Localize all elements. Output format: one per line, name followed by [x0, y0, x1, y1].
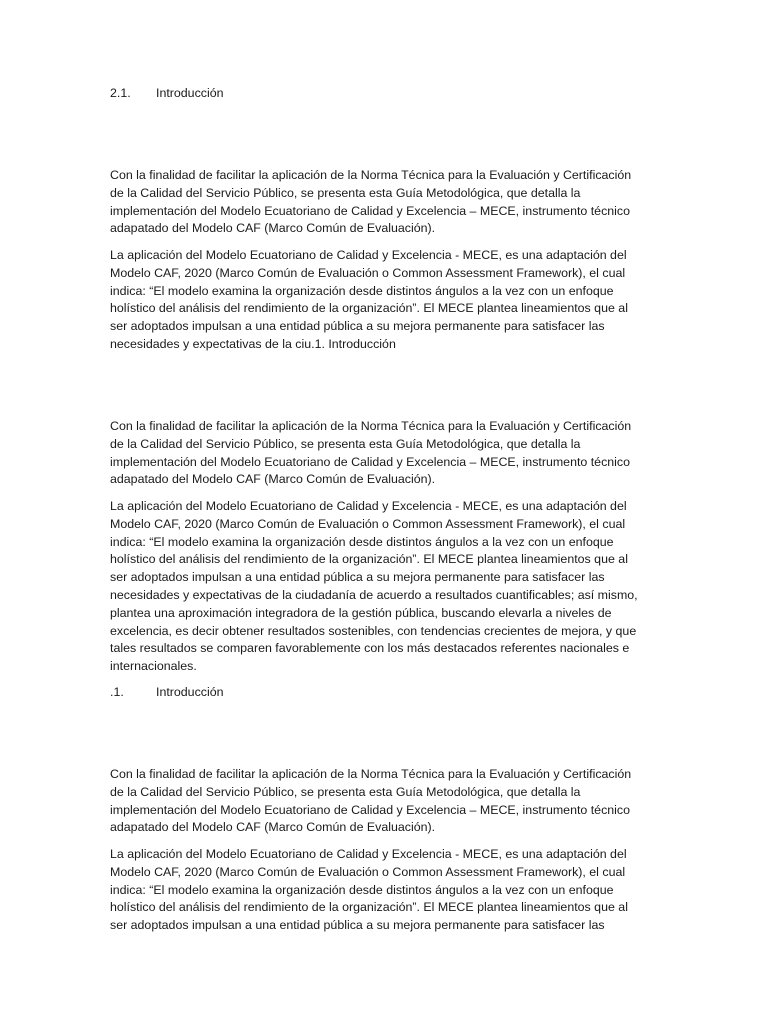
paragraph-line: de la Calidad del Servicio Público, se presenta esta Guía Metodológica, que detalla la [110, 185, 581, 200]
paragraph-line: ser adoptados impulsan a una entidad pública a su mejora permanente para satisfacer las [110, 570, 605, 585]
paragraph-line: Modelo CAF, 2020 (Marco Común de Evaluación o Common Assessment Framework), el cual [110, 516, 626, 531]
heading-title: Introducción [156, 685, 224, 699]
paragraph-line: implementación del Modelo Ecuatoriano de Calidad y Excelencia – MECE, instrumento técnico [110, 454, 630, 469]
paragraph-line: La aplicación del Modelo Ecuatoriano de Calidad y Excelencia - MECE, es una adaptación del [110, 847, 627, 861]
heading-title: Introducción [156, 86, 224, 100]
paragraph-line: necesidades y expectativas de la ciudadanía de acuerdo a resultados cuantificables; así mismo, [110, 587, 638, 602]
paragraph-line: La aplicación del Modelo Ecuatoriano de Calidad y Excelencia - MECE, es una adaptación del [110, 499, 627, 513]
section-heading [110, 85, 662, 103]
paragraph [110, 846, 662, 935]
paragraph-line: Con la finalidad de facilitar la aplicación de la Norma Técnica para la Evaluación y Certificación [110, 168, 632, 182]
paragraph [110, 766, 662, 837]
paragraph-line: implementación del Modelo Ecuatoriano de Calidad y Excelencia – MECE, instrumento técnico [110, 203, 630, 218]
paragraph-line: La aplicación del Modelo Ecuatoriano de Calidad y Excelencia - MECE, es una adaptación del [110, 248, 627, 262]
paragraph-line: Modelo CAF, 2020 (Marco Común de Evaluación o Common Assessment Framework), el cual [110, 864, 626, 879]
paragraph-line: adapatado del Modelo CAF (Marco Común de Evaluación). [110, 820, 436, 835]
paragraph-line: implementación del Modelo Ecuatoriano de Calidad y Excelencia – MECE, instrumento técnico [110, 802, 630, 817]
paragraph-line: Con la finalidad de facilitar la aplicación de la Norma Técnica para la Evaluación y Certificación [110, 767, 632, 781]
paragraph-line: indica: “El modelo examina la organización desde distintos ángulos a la vez con un enfoque [110, 882, 614, 897]
paragraph-line: Modelo CAF, 2020 (Marco Común de Evaluación o Common Assessment Framework), el cual [110, 265, 626, 280]
paragraph-line: excelencia, es decir obtener resultados sostenibles, con tendencias crecientes de mejora, y que [110, 623, 637, 638]
heading-number: 2.1. [110, 86, 131, 100]
paragraph-line: holístico del análisis del rendimiento de la organización”. El MECE plantea lineamientos que al [110, 552, 628, 567]
paragraph-line: adapatado del Modelo CAF (Marco Común de Evaluación). [110, 221, 436, 236]
paragraph [110, 418, 662, 489]
paragraph-line: ser adoptados impulsan a una entidad pública a su mejora permanente para satisfacer las [110, 319, 605, 334]
paragraph [110, 247, 662, 354]
paragraph-line: internacionales. [110, 659, 197, 674]
paragraph-line: necesidades y expectativas de la ciu.1. Introducción [110, 336, 396, 351]
heading-number: .1. [110, 685, 124, 699]
paragraph [110, 167, 662, 238]
paragraph-line: holístico del análisis del rendimiento de la organización”. El MECE plantea lineamientos que al [110, 900, 628, 915]
paragraph-line: indica: “El modelo examina la organización desde distintos ángulos a la vez con un enfoque [110, 283, 614, 298]
paragraph-line: ser adoptados impulsan a una entidad pública a su mejora permanente para satisfacer las [110, 918, 605, 933]
paragraph [110, 498, 662, 676]
paragraph-line: Con la finalidad de facilitar la aplicación de la Norma Técnica para la Evaluación y Certificación [110, 419, 632, 433]
paragraph-line: de la Calidad del Servicio Público, se presenta esta Guía Metodológica, que detalla la [110, 436, 581, 451]
paragraph-line: de la Calidad del Servicio Público, se presenta esta Guía Metodológica, que detalla la [110, 784, 581, 799]
paragraph-line: holístico del análisis del rendimiento de la organización”. El MECE plantea lineamientos que al [110, 301, 628, 316]
paragraph-line: tales resultados se comparen favorablemente con los más destacados referentes nacionales e [110, 641, 630, 656]
section-heading [110, 684, 662, 702]
paragraph-line: adapatado del Modelo CAF (Marco Común de Evaluación). [110, 472, 436, 487]
paragraph-line: plantea una aproximación integradora de la gestión pública, buscando elevarla a niveles de [110, 605, 612, 620]
paragraph-line: indica: “El modelo examina la organización desde distintos ángulos a la vez con un enfoque [110, 534, 614, 549]
